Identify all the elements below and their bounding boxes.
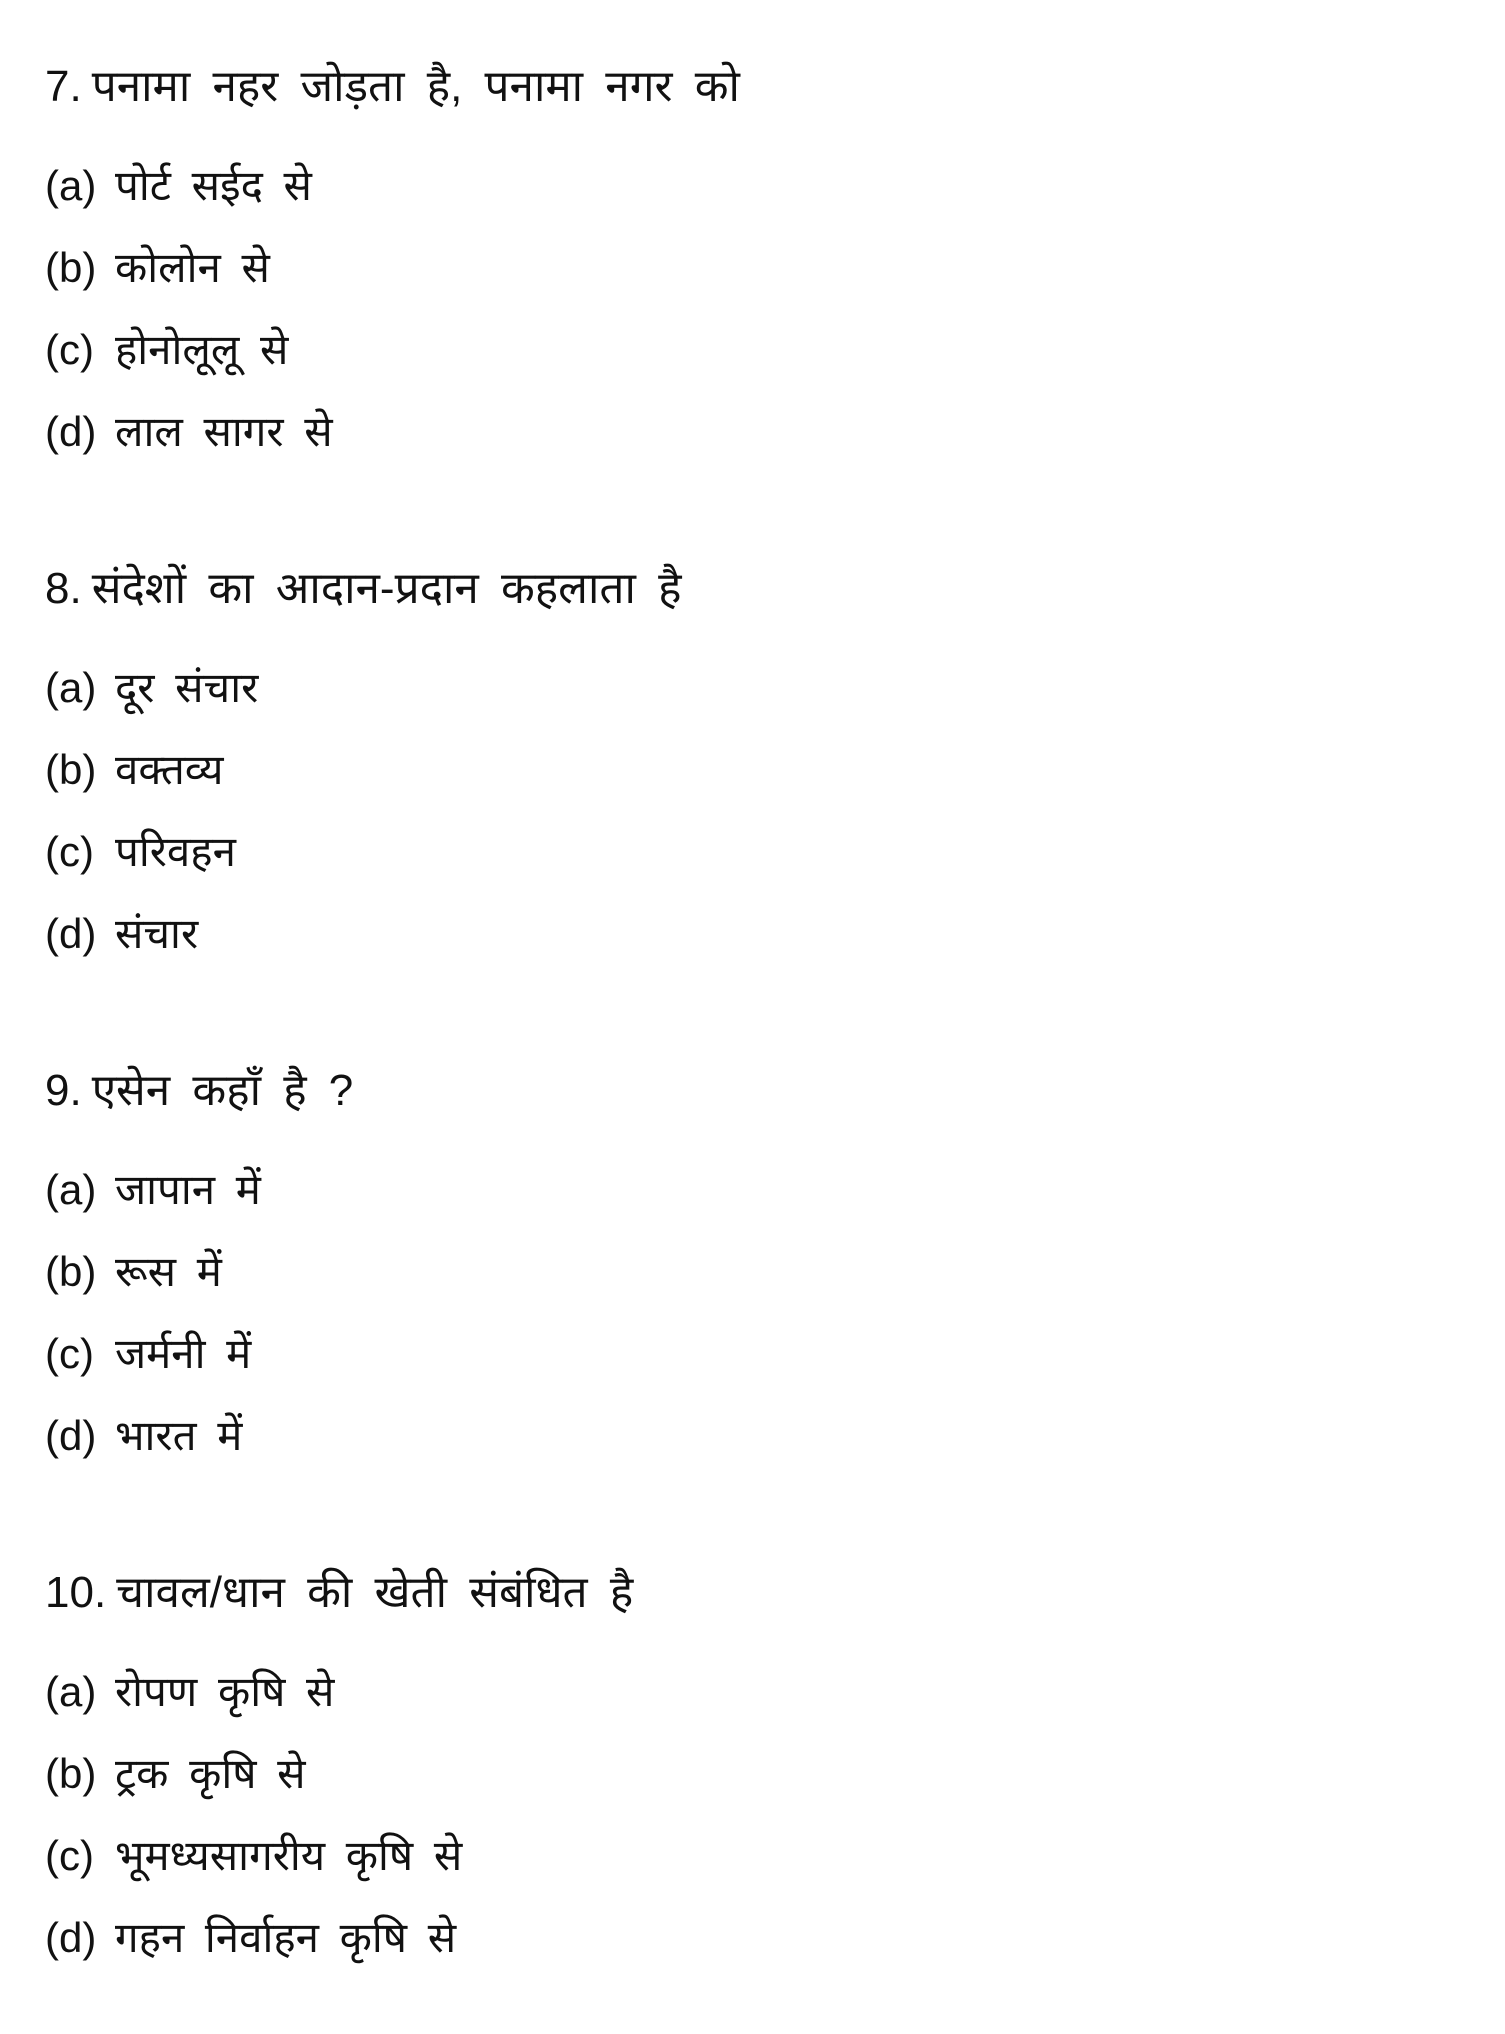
option-text: संचार <box>115 910 199 957</box>
option-line <box>45 828 1465 876</box>
option-text: कोलोन से <box>115 244 270 291</box>
option-line <box>45 1750 1465 1798</box>
question-9-block <box>45 1066 1465 1460</box>
option-line <box>45 1832 1465 1880</box>
option-text: रोपण कृषि से <box>115 1668 335 1715</box>
option-text: जर्मनी में <box>115 1330 252 1377</box>
question-text: चावल/धान की खेती संबंधित है <box>116 1568 634 1617</box>
question-number: 10. <box>45 1568 107 1617</box>
option-label: (c) <box>45 1330 94 1377</box>
option-line <box>45 1330 1465 1378</box>
question-text: एसेन कहाँ है ? <box>91 1066 354 1115</box>
option-text: होनोलूलू से <box>115 326 289 373</box>
option-label: (a) <box>45 664 97 711</box>
option-line <box>45 408 1465 456</box>
option-line <box>45 162 1465 210</box>
option-text: जापान में <box>115 1166 261 1213</box>
option-line <box>45 326 1465 374</box>
question-number: 7. <box>45 62 82 111</box>
option-line <box>45 1166 1465 1214</box>
option-text: रूस में <box>115 1248 222 1295</box>
option-line <box>45 1412 1465 1460</box>
option-line <box>45 746 1465 794</box>
option-text: गहन निर्वाहन कृषि से <box>115 1914 457 1961</box>
option-line <box>45 1248 1465 1296</box>
option-label: (d) <box>45 1412 97 1459</box>
option-line <box>45 664 1465 712</box>
option-label: (b) <box>45 746 97 793</box>
option-label: (b) <box>45 1248 97 1295</box>
question-line <box>45 1568 1465 1618</box>
option-label: (a) <box>45 162 97 209</box>
option-label: (c) <box>45 1832 94 1879</box>
option-label: (b) <box>45 244 97 291</box>
option-label: (d) <box>45 910 97 957</box>
question-text: पनामा नहर जोड़ता है, पनामा नगर को <box>91 62 740 111</box>
option-text: दूर संचार <box>115 664 259 711</box>
option-line <box>45 910 1465 958</box>
question-line <box>45 564 1465 614</box>
option-text: भारत में <box>115 1412 243 1459</box>
option-text: पोर्ट सईद से <box>115 162 312 209</box>
option-label: (a) <box>45 1166 97 1213</box>
option-label: (b) <box>45 1750 97 1797</box>
option-text: परिवहन <box>115 828 236 875</box>
question-text: संदेशों का आदान-प्रदान कहलाता है <box>91 564 682 613</box>
option-label: (c) <box>45 828 94 875</box>
question-7-block <box>45 62 1465 456</box>
option-label: (d) <box>45 408 97 455</box>
question-number: 9. <box>45 1066 82 1115</box>
option-text: ट्रक कृषि से <box>115 1750 306 1797</box>
option-label: (c) <box>45 326 94 373</box>
question-line <box>45 62 1465 112</box>
option-line <box>45 1914 1465 1962</box>
option-line <box>45 244 1465 292</box>
option-text: लाल सागर से <box>115 408 333 455</box>
option-text: भूमध्यसागरीय कृषि से <box>115 1832 463 1879</box>
question-line <box>45 1066 1465 1116</box>
question-10-block <box>45 1568 1465 1962</box>
question-number: 8. <box>45 564 82 613</box>
option-line <box>45 1668 1465 1716</box>
option-label: (a) <box>45 1668 97 1715</box>
option-text: वक्तव्य <box>115 746 224 793</box>
option-label: (d) <box>45 1914 97 1961</box>
question-8-block <box>45 564 1465 958</box>
